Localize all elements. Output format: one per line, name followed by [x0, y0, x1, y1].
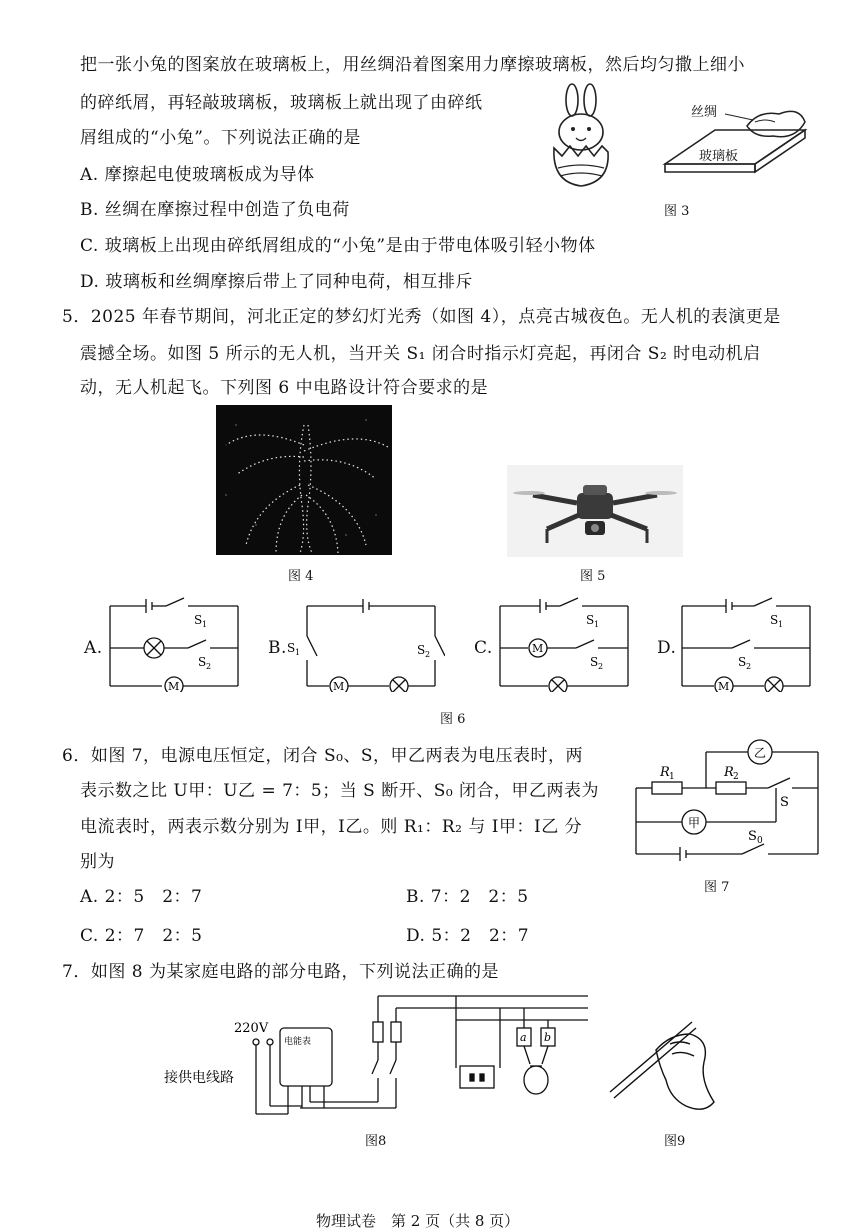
- circuit-c-label: C.: [474, 638, 493, 658]
- r1-subscript: 1: [669, 772, 675, 782]
- circuit-a: [104, 596, 244, 692]
- fuse-2: [391, 1022, 401, 1042]
- test-pen-body: [610, 1022, 692, 1092]
- switch-s1-label: S: [194, 613, 203, 627]
- drone-photo: [507, 465, 683, 557]
- fig4-caption: 图 4: [288, 569, 314, 584]
- voltage-label: 220V: [234, 1021, 269, 1036]
- q6-option-a: A. 2：5 2：7: [80, 887, 203, 907]
- circuit-b-label: B.: [268, 638, 287, 658]
- meter-yi-label: 乙: [754, 746, 767, 760]
- fig3-caption: 图 3: [664, 204, 690, 219]
- q4-option-b: B. 丝绸在摩擦过程中创造了负电荷: [80, 200, 350, 220]
- circuit-a-label: A.: [84, 638, 103, 658]
- r2-label: R: [724, 765, 734, 780]
- silk-label: 丝绸: [691, 105, 718, 120]
- supply-label: 接供电线路: [164, 1070, 234, 1086]
- switch-s1-label: S: [287, 641, 296, 655]
- q6-line-2: 电流表时，两表示数分别为 I甲，I乙。则 R₁：R₂ 与 I甲：I乙 分: [80, 817, 583, 837]
- fig9-caption: 图9: [664, 1134, 686, 1149]
- meter-title: 电能表: [284, 1037, 312, 1047]
- meter-jia-label: 甲: [688, 816, 701, 830]
- fig5-caption: 图 5: [580, 569, 606, 584]
- switch-s-label: S: [780, 795, 789, 810]
- r1-label: R: [660, 765, 670, 780]
- q6-option-b: B. 7：2 2：5: [406, 887, 529, 907]
- s1-subscript: 1: [295, 648, 301, 657]
- q6-line-0: 6．如图 7，电源电压恒定，闭合 S₀、S，甲乙两表为电压表时，两: [62, 746, 584, 766]
- light-show-photo: [216, 405, 392, 555]
- glass-plate-silk-figure: [655, 92, 815, 192]
- q6-line-1: 表示数之比 U甲：U乙 = 7：5；当 S 断开、S₀ 闭合，甲乙两表为: [80, 781, 600, 801]
- s0-subscript: 0: [757, 836, 763, 846]
- terminal-a-label: a: [520, 1031, 527, 1044]
- q4-option-d: D. 玻璃板和丝绸摩擦后带上了同种电荷，相互排斥: [80, 272, 473, 292]
- motor-label: M: [718, 680, 730, 692]
- fig8-caption: 图8: [365, 1134, 387, 1149]
- q5-line-2: 动，无人机起飞。下列图 6 中电路设计符合要求的是: [80, 378, 489, 398]
- switch-s2-label: S: [590, 655, 599, 669]
- q6-option-d: D. 5：2 2：7: [406, 926, 530, 946]
- circuit-d: [676, 596, 816, 692]
- fig9-test-pen: [600, 1010, 730, 1125]
- switch-s1-label: S: [770, 613, 779, 627]
- light-bulb: [524, 1066, 548, 1094]
- r2-subscript: 2: [733, 772, 739, 782]
- q6-option-c: C. 2：7 2：5: [80, 926, 203, 946]
- s2-subscript: 2: [206, 662, 212, 671]
- q4-option-a: A. 摩擦起电使玻璃板成为导体: [80, 165, 315, 185]
- switch-s2-label: S: [738, 655, 747, 669]
- glass-plate-label: 玻璃板: [699, 149, 739, 164]
- motor-label: M: [532, 642, 544, 655]
- wall-socket: [460, 1066, 494, 1088]
- q4-line-2: 屑组成的“小兔”。下列说法正确的是: [80, 128, 361, 148]
- fig7-circuit: [630, 738, 830, 864]
- fuse-1: [373, 1022, 383, 1042]
- q5-line-1: 震撼全场。如图 5 所示的无人机，当开关 S₁ 闭合时指示灯亮起，再闭合 S₂ 时电动机启: [80, 344, 761, 364]
- fig8-household-circuit: [160, 988, 590, 1148]
- circuit-b: [285, 596, 445, 692]
- q4-option-c: C. 玻璃板上出现由碎纸屑组成的“小兔”是由于带电体吸引轻小物体: [80, 236, 596, 256]
- circuit-c: [494, 596, 634, 692]
- s2-subscript: 2: [425, 650, 431, 659]
- s1-subscript: 1: [594, 620, 600, 629]
- fig7-caption: 图 7: [704, 880, 730, 895]
- q4-line-1: 的碎纸屑，再轻敲玻璃板，玻璃板上就出现了由碎纸: [80, 93, 483, 113]
- s1-subscript: 1: [778, 620, 784, 629]
- fig6-caption: 图 6: [440, 712, 466, 727]
- circuit-d-label: D.: [657, 638, 677, 658]
- switch-s2-label: S: [417, 643, 426, 657]
- switch-s0-label: S: [748, 829, 757, 844]
- resistor-r1: [652, 782, 682, 794]
- q6-line-3: 别为: [80, 852, 115, 872]
- s1-subscript: 1: [202, 620, 208, 629]
- q5-line-0: 5．2025 年春节期间，河北正定的梦幻灯光秀（如图 4），点亮古城夜色。无人机的表演更是: [62, 307, 781, 327]
- s2-subscript: 2: [598, 662, 604, 671]
- q4-line-0: 把一张小兔的图案放在玻璃板上，用丝绸沿着图案用力摩擦玻璃板，然后均匀撒上细小: [80, 55, 745, 75]
- motor-label: M: [168, 680, 180, 692]
- motor-label: M: [333, 680, 345, 692]
- switch-s1-label: S: [586, 613, 595, 627]
- rabbit-egg-figure: [540, 82, 620, 192]
- resistor-r2: [716, 782, 746, 794]
- terminal-b-label: b: [544, 1031, 552, 1044]
- s2-subscript: 2: [746, 662, 752, 671]
- q7-line-0: 7．如图 8 为某家庭电路的部分电路，下列说法正确的是: [62, 962, 499, 982]
- switch-s2-label: S: [198, 655, 207, 669]
- page-footer: 物理试卷 第 2 页（共 8 页）: [316, 1212, 520, 1230]
